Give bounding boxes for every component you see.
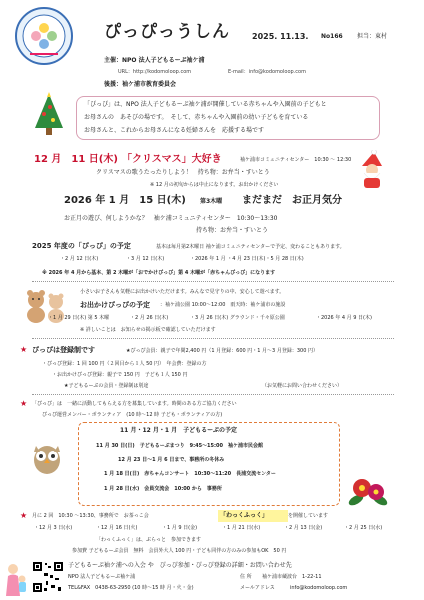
event1-date: 12 月 11 日(木) [34,154,118,165]
monthly-date: ・2 月 25 日(水) [344,525,383,531]
schedule-intro: 小さいお子さんも気軽にお出かけいただけます。みんなで見守りの中、安心して遊べます。 [80,289,285,295]
schedule-date: ・2026 年 1 月 ・4 月 23 日(木)・5 月 28 日(木) [190,256,304,262]
divider [32,338,394,339]
contact-heading: 子どもるーぷ袖ケ浦への入会 や ぴっぴ参加・ぴっぴ登録の詳細・お問い合わせ先 [68,562,292,569]
notice-line-1: 「ぴっぴ」は 一緒に活動してもらえる方を募集しています。時間のある方ご協力ください [32,401,237,407]
christmas-tree-icon [32,92,66,138]
star-icon: ★ [20,399,28,408]
schedule-date: ・2 月 12 日(木) [60,256,99,262]
editor-credit: 担当：東村 [357,33,388,40]
intro-line-3: お母さんと、これからお母さんになる妊婦さんを 応援する場です [84,127,265,134]
qr-code[interactable] [32,561,64,593]
publisher-line: 主催：NPO 法人子どもるーぷ袖ケ浦 [104,57,205,64]
camellia-flower-icon [346,470,390,510]
odekake-date: ・1 月 29 日(木) 第 5 木曜 [48,315,110,321]
monthly-date: ・2 月 13 日(金) [284,525,323,531]
schedule-heading-note: 基本は毎月第2木曜日 袖ケ浦コミュニティセンターで予定、変わることもあります。 [156,244,345,250]
intro-line-2: お母さんの あそびの場です。 そして、赤ちゃんや入園前の幼い子どもを育ている [84,114,309,121]
loop-schedule-heading: 11 月・12 月・1 月 子どもるーぷの予定 [120,427,238,434]
loop-schedule-box [78,422,340,506]
contact-mail-label: メールアドレス [240,585,275,591]
event1-venue: 袖ケ浦市コミュニティセンター 10:30 ～ 12:30 [240,157,352,163]
event1-description: クリスマスの歌うたったりしよう！ 持ち物：お弁当・すいとう [96,169,270,176]
monthly-intro-end: を開催しています [288,513,329,519]
loop-schedule-row: 12 月 23 日～1 月 6 日まで、事務所の冬休み [118,457,225,463]
contact-address: 袖ケ浦市蔵波台 1-22-11 [262,574,322,580]
issue-number: No166 [321,33,343,40]
membership-line: （お気軽にお問い合わせください） [262,383,343,389]
monthly-sub-heading: 「わっくふっく」は、ぶらっと 参加できます [96,537,201,543]
contact-address-label: 住 所 [240,574,252,580]
sponsor-line: 後援：袖ケ浦市教育委員会 [104,81,177,88]
notice-line-2: ぴっぴ運営メンバー・ボランティア (10 時～12 時 子ども・ボランティアの方) [42,412,223,418]
newsletter-title: ぴっぴっうしん [104,22,230,42]
star-icon: ★ [20,345,28,354]
odekake-date: ・2 月 26 日(木) [130,315,169,321]
owl-icon [30,440,64,476]
event1-note: ※ 12 月の初旬からは中止になります。お出かけください [150,182,279,188]
event2-items: 持ち物：お弁当・すいとう [196,227,269,234]
logo-emblem [14,6,74,66]
divider [32,281,394,282]
event2-description: お正月の遊び、何しようかな？ 袖ケ浦コミュニティセンター 10:30～13:30 [64,215,278,222]
intro-line-1: 「ぴっぴ」は、NPO 法人子どもるーぷ袖ケ浦が開催している赤ちゃんや入園前の子どもと [84,101,327,108]
event2-title: まだまだ お正月気分 [242,195,342,206]
odekake-note: ※ 詳しいことは お知らせの掲示板で確認していただけます [80,327,216,333]
schedule-notice: ※ 2026 年 4 月から基本、第 2 木曜が「おでかけぴっぴ」第 4 木曜が「赤ちゃんぴっぴ」になります [42,270,276,276]
schedule-date: ・3 月 12 日(木) [126,256,165,262]
odekake-date: ・3 月 26 日(木) グラウンド・千々原公園 [190,315,285,321]
mother-child-icon [3,562,29,596]
loop-schedule-row: 11 月 30 日(日) 子どもるーぷまつり 9:45～15:00 袖ケ浦市民会館 [96,443,263,449]
santa-icon [352,150,392,190]
membership-line: ★子どもるーぷの会員・登録制は別途 [64,383,149,389]
monthly-date: ・12 月 16 日(火) [96,525,138,531]
membership-fees: ★ぴっぴ会員：親子で年間2,400 円（1 月登録：600 円・1 月～3 月登録：300 円） [126,348,318,354]
monthly-intro: 月に 2 回 10:30 ～13:30、事務所で お茶っこ会 [32,513,149,519]
wakkufukku-label: 「わっくふっく」 [220,512,268,519]
membership-heading: ぴっぴは登録制です [32,346,95,354]
email-address[interactable]: E-mail：info@kodomoloop.com [228,69,306,75]
membership-line: ・お出かけぴっぴ登録：親子で 150 円 子ども１人 150 円 [52,372,188,378]
star-icon: ★ [20,511,28,520]
odekake-heading: お出かけぴっぴの予定 [80,301,150,309]
contact-tel: TEL&FAX 0438-63-2950 (10 時～15 時 月・火・金) [68,585,194,591]
divider [32,394,394,395]
monthly-date: ・12 月 3 日(水) [34,525,73,531]
contact-org: NPO 法人子どもるーぷ袖ケ浦 [68,574,136,580]
loop-schedule-row: 1 月 18 日(日) 赤ちゃんコンサート 10:30～11:20 長浦交流センター [104,471,276,477]
event1-title: 「クリスマス」大好き [122,154,222,165]
contact-mail[interactable]: info@kodomoloop.com [290,585,348,591]
odekake-date: ・2026 年 4 月 9 日(木) [316,315,372,321]
event2-date: 2026 年 1 月 15 日(木) [64,195,186,206]
odekake-heading-details: ：袖ケ浦公園 10:00～12:00 雨天時：袖ケ浦市の施設 [160,302,286,308]
monthly-sub-note: 参加費 子どもるーぷ会員 無料 会員外大人 100 円・子ども同伴の方のみの参加もOK 50 円 [72,548,287,554]
loop-schedule-row: 1 月 28 日(水) 会員交流会 10:00 から 事務所 [104,486,222,492]
monthly-date: ・1 月 9 日(金) [162,525,198,531]
event2-weekday-tag: 第3木曜 [200,198,223,205]
issue-date: 2025. 11.13. [252,32,309,41]
schedule-heading: 2025 年度の「ぴっぴ」の予定 [32,242,131,250]
membership-line: ・ぴっぴ登録：1 回 100 円（２回目から１人 50 円） 年会費：登録の方 [42,361,207,367]
website-url[interactable]: URL：http://kodomoloop.com [118,69,192,75]
monthly-date: ・1 月 21 日(水) [222,525,261,531]
